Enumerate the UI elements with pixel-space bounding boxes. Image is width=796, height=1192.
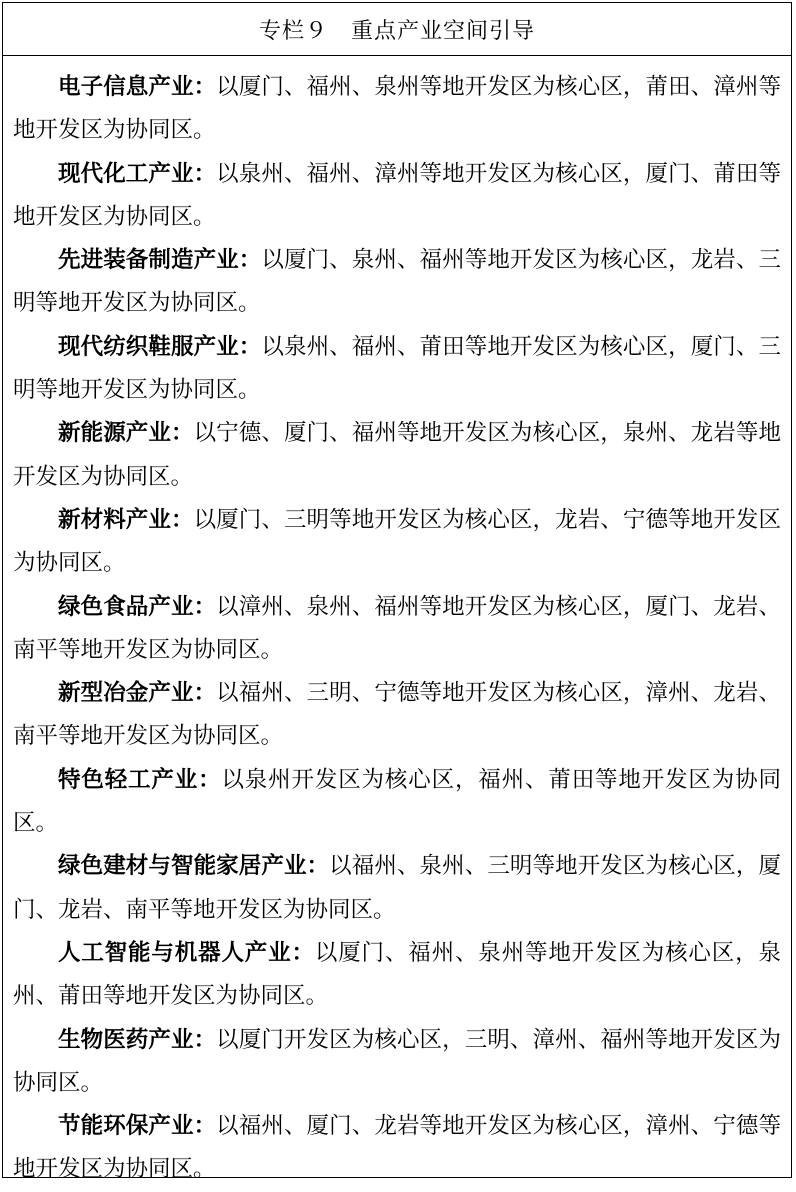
industry-description: 以厦门、泉州、福州等地开发区为核心区，龙岩、三明等地开发区为协同区。 [13, 247, 781, 317]
industry-name: 特色轻工产业： [58, 766, 222, 793]
entry-building-materials-home [13, 845, 781, 932]
industry-description: 以厦门、福州、泉州等地开发区为核心区，泉州、莆田等地开发区为协同区。 [13, 939, 781, 1010]
entry-metallurgy [13, 672, 781, 759]
industry-description: 以厦门开发区为核心区，三明、漳州、福州等地开发区为协同区。 [13, 1026, 781, 1096]
column-box [2, 2, 792, 1183]
industry-name: 电子信息产业： [58, 74, 217, 100]
industry-name: 人工智能与机器人产业： [58, 939, 315, 966]
industry-description: 以福州、泉州、三明等地开发区为核心区，厦门、龙岩、南平等地开发区为协同区。 [13, 853, 781, 923]
industry-description: 以福州、厦门、龙岩等地开发区为核心区，漳州、宁德等地开发区为协同区。 [13, 1113, 781, 1183]
entry-ai-robotics [13, 932, 781, 1019]
entry-biomedicine [13, 1019, 781, 1106]
industry-description: 以福州、三明、宁德等地开发区为核心区，漳州、龙岩、南平等地开发区为协同区。 [13, 680, 781, 750]
industry-name: 新材料产业： [58, 506, 194, 533]
industry-name: 绿色食品产业： [58, 593, 217, 620]
industry-description: 以厦门、福州、泉州等地开发区为核心区，莆田、漳州等地开发区为协同区。 [13, 74, 781, 144]
industry-name: 新型冶金产业： [58, 680, 217, 707]
entry-list [3, 56, 791, 1192]
entry-advanced-equipment [13, 239, 781, 326]
industry-description: 以泉州、福州、漳州等地开发区为核心区，厦门、莆田等地开发区为协同区。 [13, 160, 781, 230]
entry-new-energy [13, 412, 781, 499]
industry-description: 以泉州开发区为核心区，福州、莆田等地开发区为协同区。 [13, 766, 781, 837]
industry-name: 绿色建材与智能家居产业： [58, 853, 330, 880]
entry-modern-chemical [13, 153, 781, 240]
industry-description: 以宁德、厦门、福州等地开发区为核心区，泉州、龙岩等地开发区为协同区。 [13, 420, 781, 490]
industry-description: 以漳州、泉州、福州等地开发区为核心区，厦门、龙岩、南平等地开发区为协同区。 [13, 593, 781, 663]
industry-name: 新能源产业： [58, 420, 194, 447]
column-title: 专栏９ 重点产业空间引导 [3, 3, 791, 56]
entry-new-materials [13, 499, 781, 586]
industry-name: 先进装备制造产业： [58, 247, 262, 274]
entry-electronic-information [13, 66, 781, 153]
industry-name: 生物医药产业： [58, 1026, 217, 1053]
industry-name: 现代纺织鞋服产业： [58, 333, 262, 360]
entry-light-industry [13, 759, 781, 846]
entry-green-food [13, 586, 781, 673]
entry-textile-apparel [13, 326, 781, 413]
entry-energy-saving [13, 1105, 781, 1192]
industry-name: 现代化工产业： [58, 160, 217, 187]
industry-description: 以厦门、三明等地开发区为核心区，龙岩、宁德等地开发区为协同区。 [13, 506, 781, 577]
industry-name: 节能环保产业： [58, 1113, 217, 1140]
industry-description: 以泉州、福州、莆田等地开发区为核心区，厦门、三明等地开发区为协同区。 [13, 333, 781, 404]
